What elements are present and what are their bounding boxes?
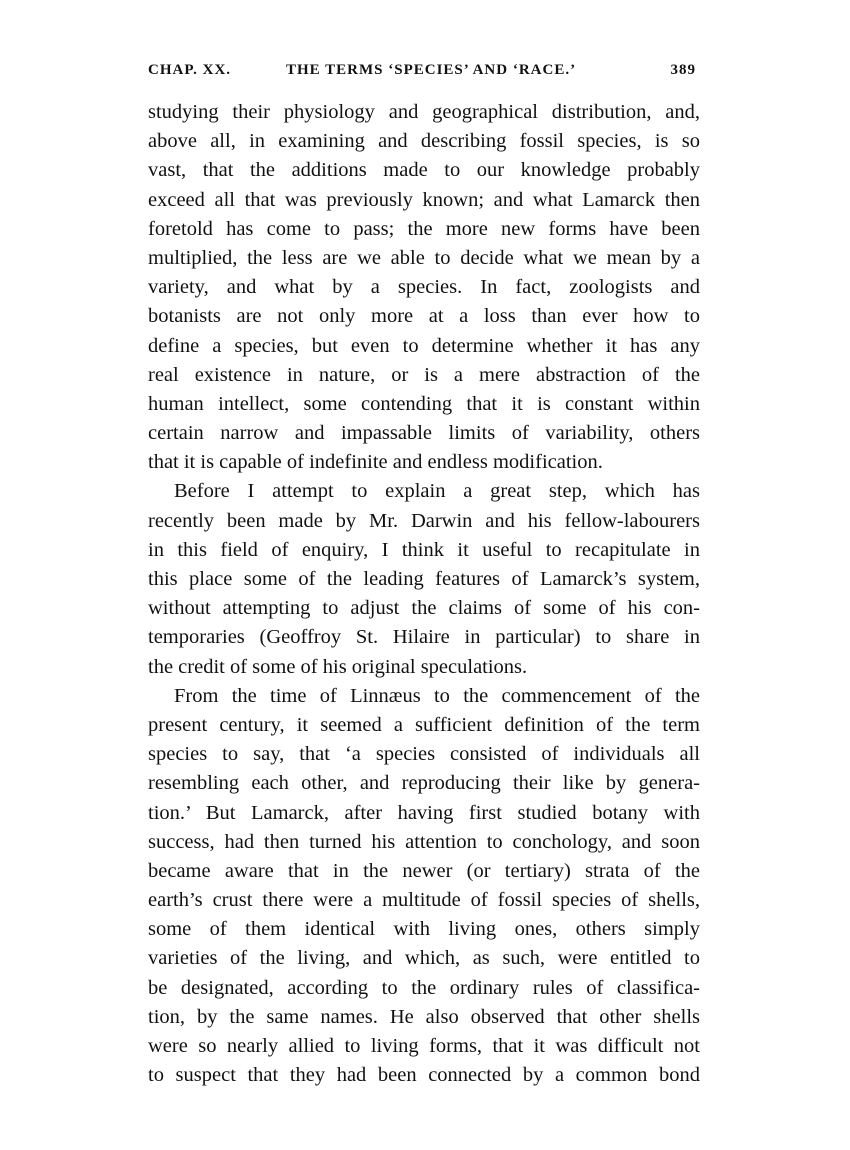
text-line: resembling each other, and reproducing their like by genera- — [148, 772, 700, 795]
running-head — [148, 62, 698, 86]
text-line: multiplied, the less are we able to decide what we mean by a — [148, 246, 700, 269]
text-line: vast, that the additions made to our knowledge probably — [148, 159, 700, 182]
text-line: exceed all that was previously known; and what Lamarck then — [148, 188, 700, 211]
text-line: in this field of enquiry, I think it useful to recapitulate in — [148, 538, 700, 561]
text-line: the credit of some of his original speculations. — [148, 655, 528, 678]
text-line: some of them identical with living ones, others simply — [148, 918, 700, 941]
text-line: studying their physiology and geographical distribution, and, — [148, 101, 700, 123]
text-line: From the time of Linnæus to the commencement of the — [174, 684, 700, 707]
text-line: this place some of the leading features of Lamarck’s system, — [148, 568, 700, 590]
chapter-label: CHAP. XX. — [148, 62, 232, 78]
text-line: foretold has come to pass; the more new forms have been — [148, 217, 700, 240]
body-text — [148, 98, 700, 1090]
text-line: certain narrow and impassable limits of variability, others — [148, 422, 700, 445]
text-line: Before I attempt to explain a great step, which has — [174, 480, 700, 503]
text-line: to suspect that they had been connected by a common bond — [148, 1064, 700, 1087]
text-line: temporaries (Geoffroy St. Hilaire in particular) to share in — [148, 626, 700, 649]
text-line: success, had then turned his attention to conchology, and soon — [148, 830, 700, 853]
text-line: present century, it seemed a sufficient definition of the term — [148, 713, 700, 736]
text-line: human intellect, some contending that it is constant within — [148, 392, 700, 415]
text-line: were so nearly allied to living forms, that it was difficult not — [148, 1035, 700, 1057]
text-line: that it is capable of indefinite and endless modification. — [148, 451, 603, 474]
text-line: earth’s crust there were a multitude of fossil species of shells, — [148, 889, 700, 912]
text-line: define a species, but even to determine whether it has any — [148, 334, 700, 357]
text-line: be designated, according to the ordinary rules of classifica- — [148, 976, 700, 999]
text-line: varieties of the living, and which, as such, were entitled to — [148, 947, 700, 970]
text-line: without attempting to adjust the claims of some of his con- — [148, 597, 700, 620]
running-title: THE TERMS ‘SPECIES’ AND ‘RACE.’ — [286, 62, 577, 78]
text-line: tion, by the same names. He also observed that other shells — [148, 1005, 700, 1028]
text-line: botanists are not only more at a loss than ever how to — [148, 305, 700, 328]
text-line: recently been made by Mr. Darwin and his fellow-labourers — [148, 509, 700, 532]
text-line: real existence in nature, or is a mere abstraction of the — [148, 363, 700, 386]
text-line: variety, and what by a species. In fact, zoologists and — [148, 276, 700, 299]
text-line: species to say, that ‘a species consisted of individuals all — [148, 743, 700, 766]
text-line: became aware that in the newer (or tertiary) strata of the — [148, 859, 700, 882]
text-line: above all, in examining and describing fossil species, is so — [148, 130, 700, 153]
text-line: tion.’ But Lamarck, after having first studied botany with — [148, 801, 700, 824]
page-number: 389 — [670, 62, 696, 78]
